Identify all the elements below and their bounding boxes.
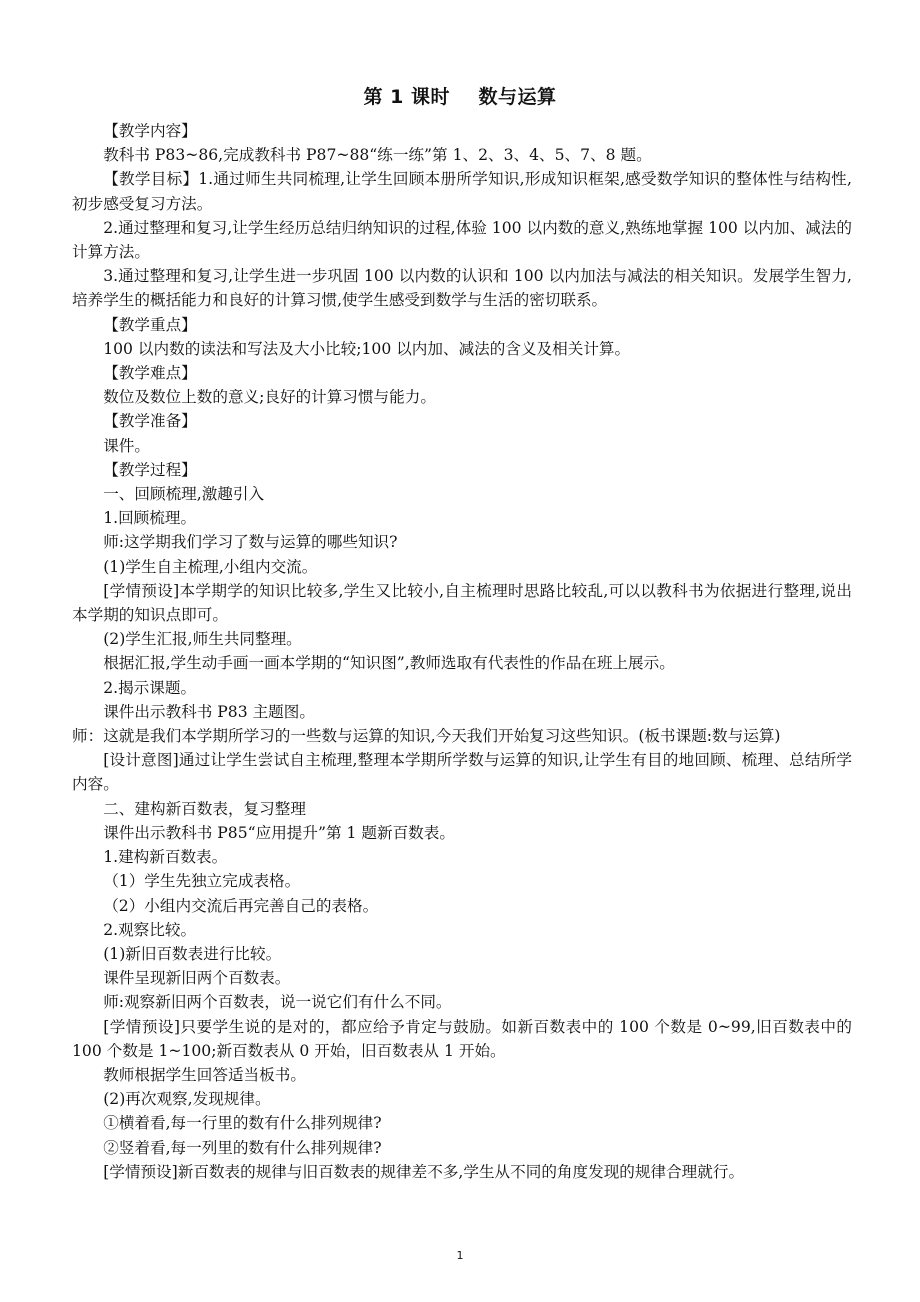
paragraph: 课件。: [103, 436, 150, 455]
paragraph: 3.通过整理和复习,让学生进一步巩固 100 以内数的认识和 100 以内加法与减法的相关知识。发展学生智力,培养学生的概括能力和良好的计算习惯,使学生感受到数学与生活的密切联系。: [72, 267, 852, 310]
paragraph: 【教学目标】1.通过师生共同梳理,让学生回顾本册所学知识,形成知识框架,感受数学知识的整体性与结构性,初步感受复习方法。: [72, 170, 852, 213]
paragraph: 【教学准备】: [103, 412, 197, 431]
paragraph: 2.揭示课题。: [103, 678, 197, 697]
paragraph: 教师根据学生回答适当板书。: [103, 1065, 306, 1084]
paragraph: 100 以内数的读法和写法及大小比较;100 以内加、减法的含义及相关计算。: [103, 339, 631, 358]
paragraph: 课件出示教科书 P85“应用提升”第 1 题新百数表。: [103, 823, 455, 842]
paragraph: 师:这学期我们学习了数与运算的哪些知识?: [103, 533, 398, 552]
page-title: 第 1 课时 数与运算: [363, 86, 557, 108]
paragraph: 根据汇报,学生动手画一画本学期的“知识图”,教师选取有代表性的作品在班上展示。: [103, 654, 675, 673]
paragraph: [学情预设]本学期学的知识比较多,学生又比较小,自主梳理时思路比较乱,可以以教科书为依据进行整理,说出本学期的知识点即可。: [72, 581, 852, 625]
paragraph: ②竖着看,每一列里的数有什么排列规律?: [103, 1138, 382, 1157]
paragraph: 【教学重点】: [103, 315, 197, 334]
paragraph: 二、建构新百数表，复习整理: [103, 799, 306, 818]
paragraph: (1)新旧百数表进行比较。: [103, 944, 282, 963]
paragraph: ①横着看,每一行里的数有什么排列规律?: [103, 1114, 382, 1133]
paragraph: 1.回顾梳理。: [103, 509, 197, 528]
paragraph: 【教学难点】: [103, 364, 197, 383]
paragraph: 【教学内容】: [103, 122, 197, 140]
paragraph: 教科书 P83~86,完成教科书 P87~88“练一练”第 1、2、3、4、5、7、8 题。: [103, 146, 652, 165]
paragraph: [学情预设]新百数表的规律与旧百数表的规律差不多,学生从不同的角度发现的规律合理就行。: [103, 1162, 745, 1181]
paragraph: [学情预设]只要学生说的是对的，都应给予肯定与鼓励。如新百数表中的 100 个数是 0~99,旧百数表中的 100 个数是 1~100;新百数表从 0 开始，旧百数表从 1 开始。: [72, 1017, 852, 1060]
paragraph: 课件出示教科书 P83 主题图。: [103, 702, 315, 721]
paragraph: (1)学生自主梳理,小组内交流。: [103, 557, 318, 576]
paragraph: [设计意图]通过让学生尝试自主梳理,整理本学期所学数与运算的知识,让学生有目的地回顾、梳理、总结所学内容。: [72, 751, 852, 794]
paragraph: 师:观察新旧两个百数表，说一说它们有什么不同。: [103, 993, 452, 1012]
paragraph: 2.通过整理和复习,让学生经历总结归纳知识的过程,体验 100 以内数的意义,熟练地掌握 100 以内加、减法的计算方法。: [72, 218, 852, 262]
paragraph: 师：这就是我们本学期所学习的一些数与运算的知识,今天我们开始复习这些知识。(板书课题:数与运算): [72, 727, 781, 746]
paragraph: 课件呈现新旧两个百数表。: [103, 969, 291, 988]
paragraph: 一、回顾梳理,激趣引入: [103, 485, 265, 504]
paragraph: 2.观察比较。: [103, 920, 197, 939]
paragraph: （1）学生先独立完成表格。: [103, 872, 301, 891]
document-body: [72, 119, 852, 1184]
paragraph: 1.建构新百数表。: [103, 848, 228, 867]
page-number: 1: [456, 1249, 464, 1262]
paragraph: （2）小组内交流后再完善自己的表格。: [103, 896, 379, 915]
paragraph: 数位及数位上数的意义;良好的计算习惯与能力。: [103, 388, 436, 407]
paragraph: (2)学生汇报,师生共同整理。: [103, 630, 302, 649]
paragraph: (2)再次观察,发现规律。: [103, 1090, 271, 1109]
paragraph: 【教学过程】: [103, 460, 197, 479]
